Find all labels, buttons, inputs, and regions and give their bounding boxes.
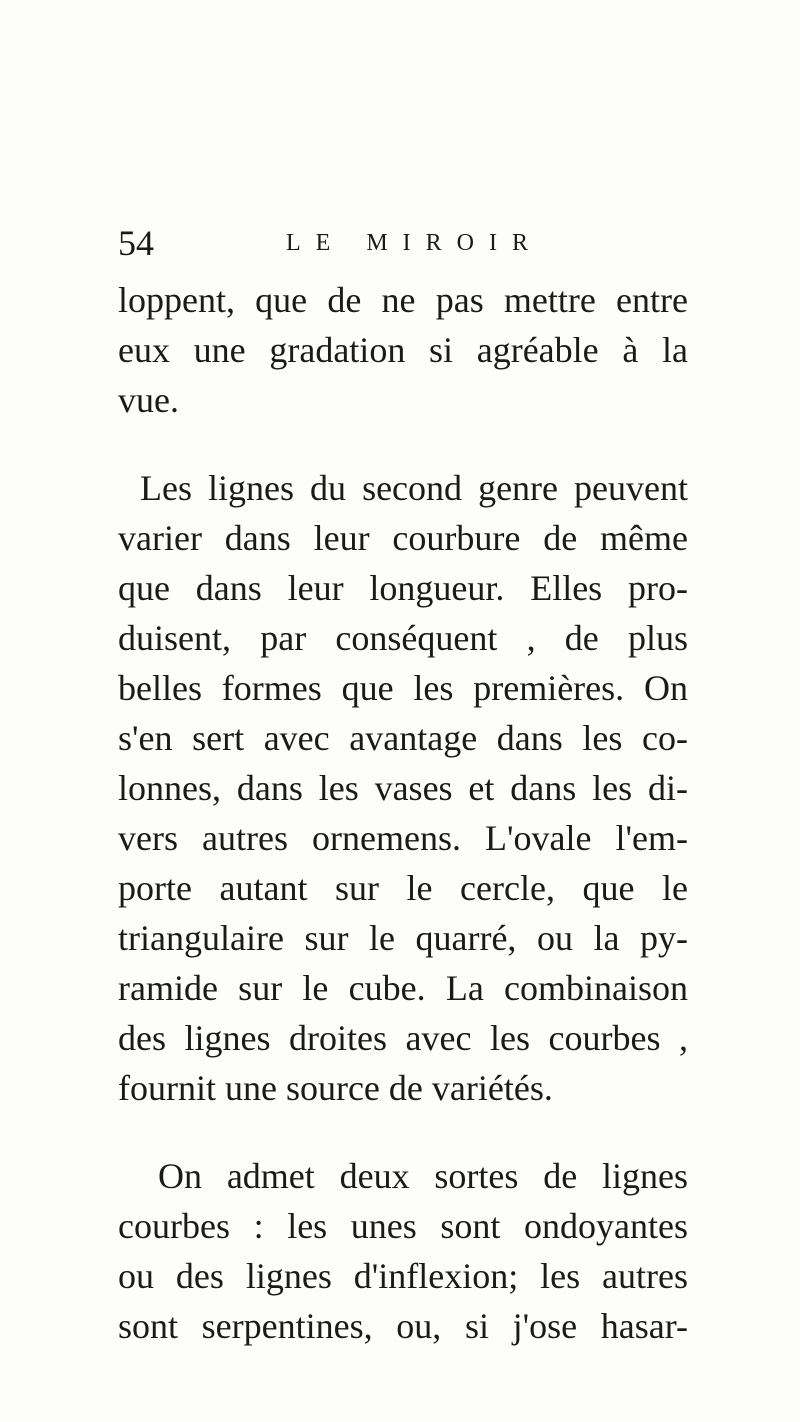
page-number: 54 — [118, 223, 154, 263]
page-header — [118, 218, 688, 268]
body-text — [118, 275, 688, 1351]
paragraph-1 — [118, 275, 688, 425]
paragraph-gap — [118, 1113, 688, 1151]
text-line: s'en sert avec avantage dans les co- — [118, 718, 688, 758]
text-line: varier dans leur courbure de même — [118, 518, 688, 558]
text-line: loppent, que de ne pas mettre entre — [118, 280, 688, 320]
text-line: Les lignes du second genre peuvent — [140, 468, 688, 508]
text-line: eux une gradation si agréable à la — [118, 330, 688, 370]
text-line: fournit une source de variétés. — [118, 1068, 553, 1108]
text-line: sont serpentines, ou, si j'ose hasar- — [118, 1306, 688, 1346]
text-line: ramide sur le cube. La combinaison — [118, 968, 688, 1008]
text-line: des lignes droites avec les courbes , — [118, 1018, 688, 1058]
running-title: LE MIROIR — [286, 230, 543, 256]
text-line: duisent, par conséquent , de plus — [118, 618, 688, 658]
text-line: que dans leur longueur. Elles pro- — [118, 568, 688, 608]
paragraph-gap — [118, 425, 688, 463]
text-line: courbes : les unes sont ondoyantes — [118, 1206, 688, 1246]
text-line: On admet deux sortes de lignes — [158, 1156, 688, 1196]
text-line: vers autres ornemens. L'ovale l'em- — [118, 818, 688, 858]
paragraph-2 — [118, 463, 688, 1113]
text-line: ou des lignes d'inflexion; les autres — [118, 1256, 688, 1296]
text-line: lonnes, dans les vases et dans les di- — [118, 768, 688, 808]
text-line: vue. — [118, 380, 179, 420]
text-line: belles formes que les premières. On — [118, 668, 688, 708]
text-line: triangulaire sur le quarré, ou la py- — [118, 918, 688, 958]
text-line: porte autant sur le cercle, que le — [118, 868, 688, 908]
paragraph-3 — [118, 1151, 688, 1351]
